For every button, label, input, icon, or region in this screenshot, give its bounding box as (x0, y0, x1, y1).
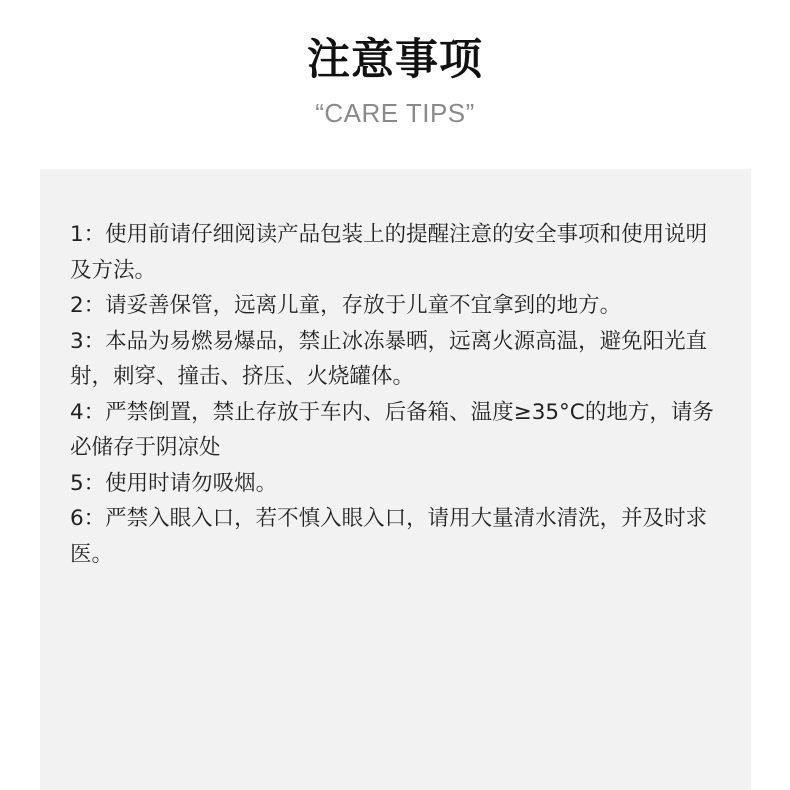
care-tips-panel (40, 169, 751, 790)
care-tips-list (70, 217, 725, 572)
care-tip-item: 1：使用前请仔细阅读产品包装上的提醒注意的安全事项和使用说明及方法。 (70, 222, 708, 283)
care-tip-item: 2：请妥善保管，远离儿童，存放于儿童不宜拿到的地方。 (70, 293, 622, 318)
page-subtitle: “CARE TIPS” (315, 98, 475, 128)
care-tip-item: 3：本品为易燃易爆品，禁止冰冻暴晒，远离火源高温，避免阳光直射，刺穿、撞击、挤压、火烧罐体。 (70, 328, 708, 389)
care-tip-item: 4：严禁倒置，禁止存放于车内、后备箱、温度≥35°C的地方，请务必储存于阴凉处 (70, 399, 714, 460)
care-tip-item: 6：严禁入眼入口，若不慎入眼入口，请用大量清水清洗，并及时求医。 (70, 506, 708, 567)
page-title: 注意事项 (307, 35, 483, 85)
care-tip-item: 5：使用时请勿吸烟。 (70, 470, 278, 496)
